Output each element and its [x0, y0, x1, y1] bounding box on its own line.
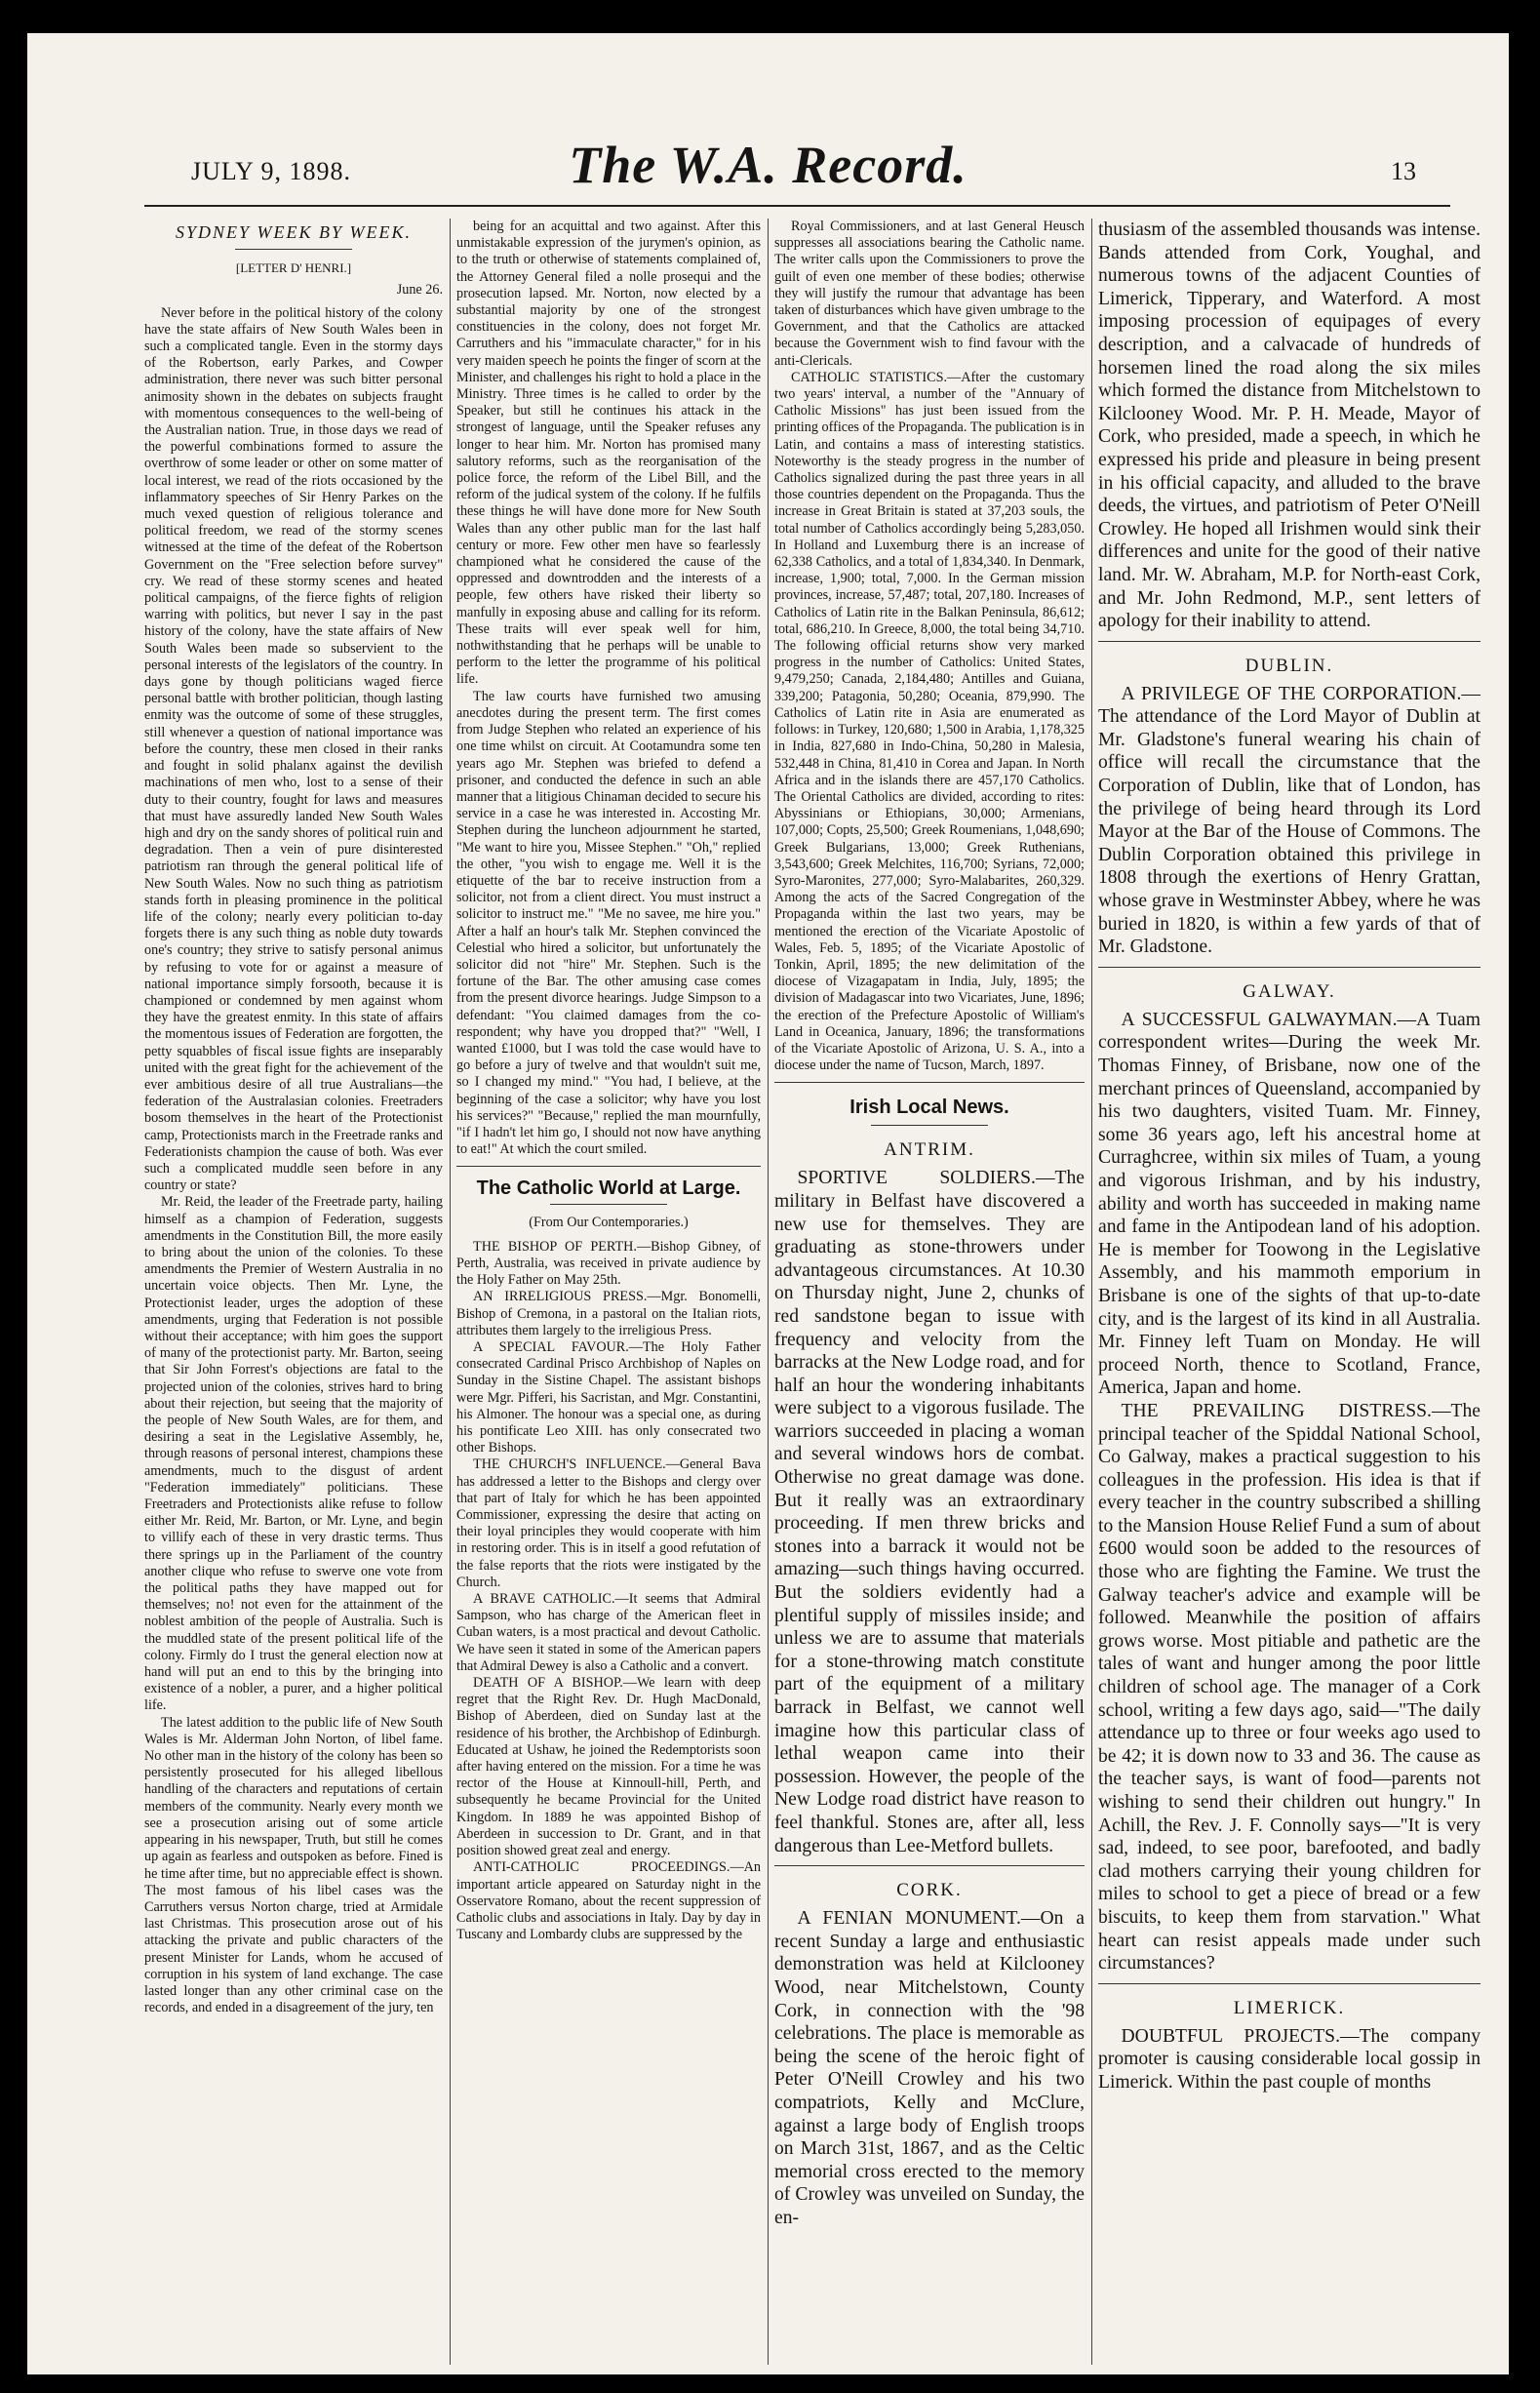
newspaper-title: The W.A. Record. — [569, 136, 967, 194]
news-item: DEATH OF A BISHOP.—We learn with deep regret that the Right Rev. Dr. Hugh MacDonald, Bishop of Aberdeen, died on Sunday last at the residence of his brother, the Archbishop of Edinburgh. Educated at Ushaw, he joined the Redemptorists soon after having entered on the mission. For a time he was rector of the House at Kinnoull-hill, Perth, and subsequently he became Provincial for the United Kingdom. In 1889 he was appointed Bishop of Aberdeen in succession to Dr. Grant, and in that position showed great zeal and energy. — [456, 1675, 761, 1859]
section-rule — [774, 1865, 1085, 1866]
newspaper-page — [27, 33, 1509, 2374]
news-item: A SPECIAL FAVOUR.—The Holy Father consecrated Cardinal Prisco Archbishop of Naples on Sunday in the Sistine Chapel. The assistant bishops were Mgr. Pifferi, his Sacristan, and Mgr. Constantini, his Almoner. The honour was a special one, as during his pontificate Leo XIII. has only consecrated two other Bishops. — [456, 1339, 761, 1456]
column-2 — [456, 219, 761, 1943]
ornament-rule — [871, 1125, 988, 1126]
county-heading-cork: CORK. — [896, 1880, 963, 1901]
county-heading-antrim: ANTRIM. — [884, 1139, 975, 1161]
article-paragraph: Mr. Reid, the leader of the Freetrade party, hailing himself as a champion of Federation, suggests amendments in the Constitution Bill, the more easily to bring about the union of the colonies. To these amendments the Premier of Western Australia in no uncertain voice objects. Then Mr. Lyne, the Protectionist leader, urges the adoption of these amendments, urging that Federation is not possible without their acceptance; with him goes the support of many of the protectionist party. Mr. Barton, seeing that Sir John Forrest's objections are fatal to the projected union of the colonies, strives hard to bring about their rejection, but seeing that the majority of the people of New South Wales, are for them, and desiring a seat in the Legislative Assembly, he, through reasons of personal interest, champions these amendments, much to the disgust of ardent "Federation immediately" politicians. These Freetraders and Protectionists alike refuse to follow either Mr. Reid, Mr. Barton, or Mr. Lyne, and begin to villify each of these in very drastic terms. Thus there springs up in the Parliament of the country another clique who refuse to swerve one vote from the political paths they have mapped out for themselves; no! not even for the attainment of the noblest ambition of the people of Australia. Such is the muddled state of the present political life of the colony. Firmly do I trust the general election now at hand will put an end to this by the bringing into existence of a nobler, a purer, and a higher political life. — [144, 1194, 443, 1714]
column-4 — [1098, 219, 1481, 2094]
county-heading-galway: GALWAY. — [1243, 980, 1336, 1002]
news-item: THE BISHOP OF PERTH.—Bishop Gibney, of Perth, Australia, was received in private audience by the Holy Father on May 25th. — [456, 1238, 761, 1289]
article-paragraph: The law courts have furnished two amusing anecdotes during the present term. The first comes from Judge Stephen who related an experience of his one time whilst on circuit. At Cootamundra some ten years ago Mr. Stephen was briefed to defend a prisoner, and conducted the defence in such an able manner that a litigious Chinaman decided to secure his service in a case he was interested in. Accosting Mr. Stephen during the luncheon adjournment he started, "Me want to hire you, Missee Stephen." "Oh," replied the other, "you wish to engage me. Well it is the etiquette of the bar to receive instruction from a solicitor, not from a client direct. You must instruct a solicitor to instruct me." "Me no savee, me hire you." After a half an hour's talk Mr. Stephen convinced the Celestial who hired a solicitor, but unfortunately the solicitor did not "hire" Mr. Stephen. Such is the fortune of the Bar. The other amusing case comes from the present divorce hearings. Judge Simpson to a defendant: "You claimed damages from the co-respondent; why have you dropped that?" "Well, I wanted £1000, but I was told the case would have to go before a jury of twelve and that wouldn't suit me, so I changed my mind." "You had, I believe, at the beginning of the case a solicitor; why have you lost his services?" "Because," replied the man mournfully, "if I hadn't let him go, I should not now have anything to eat!" At which the court smiled. — [456, 688, 761, 1158]
section-rule — [1098, 641, 1481, 642]
section-rule — [456, 1166, 761, 1167]
article-paragraph: being for an acquittal and two against. After this unmistakable expression of the jurymen's opinion, as to the truth or otherwise of statements complained of, the Attorney General filed a nolle prosequi and the prosecution lapsed. Mr. Norton, now elected by a substantial majority by one of the strongest constituencies in the colony, does not forget Mr. Carruthers and his "immaculate character," for in his very maiden speech he points the finger of scorn at the Minister, and challenges his right to hold a place in the Ministry. Three times is he called to order by the Speaker, but still he continues his attack in the strongest of language, until the Speaker refuses any longer to hear him. Mr. Norton has promised many salutory reforms, such as the reorganisation of the police force, the reform of the Libel Bill, and the reform of the judical system of the colony. If he fulfils these things he will have done more for New South Wales than any other public man for the last half century or more. Few other men have so fearlessly championed what he considered the cause of the oppressed and downtrodden and the interests of a people, few others have risked their liberty so manfully in exposing abuse and calling for its reform. These traits will ever speak well for him, nothwithstanding that he perhaps will be unable to perform to the letter the programme of his political life. — [456, 219, 761, 688]
section-rule — [1098, 967, 1481, 968]
column-divider — [450, 219, 451, 2365]
dateline: June 26. — [396, 282, 443, 299]
article-paragraph: Royal Commissioners, and at last General Heusch suppresses all associations bearing the Catholic name. The writer calls upon the Commissioners to prove the guilt of even one member of these bodies; otherwise they will justify the rumour that advantage has been taken of disturbances which have given umbrage to the Government, and that the Catholics are attacked because the Government wish to find favour with the anti-Clericals. — [774, 219, 1085, 369]
column-1 — [144, 219, 443, 2016]
article-paragraph: The latest addition to the public life of New South Wales is Mr. Alderman John Norton, of libel fame. No other man in the history of the colony has been so persistently prosecuted for his alleged libellous handling of the characters and reputations of certain members of the community. Nearly every month we see a prosecution arising out of some article appearing in his newspaper, Truth, but still he comes up again as fearless and outspoken as before. Fined is he time after time, but no appreciable effect is shown. The most famous of his libel cases was the Carruthers versus Norton charge, tried at Armidale last Christmas. This prosecution arose out of his attacking the private and public characters of the present Minister for Lands, whom he accused of corruption in his system of land exchange. The case lasted longer than any other criminal case on the records, and ended in a disagreement of the jury, ten — [144, 1714, 443, 2016]
news-item: DOUBTFUL PROJECTS.—The company promoter is causing considerable local gossip in Limerick. Within the past couple of months — [1098, 2025, 1481, 2093]
column-3 — [774, 219, 1085, 2229]
news-item: ANTI-CATHOLIC PROCEEDINGS.—An important article appeared on Saturday night in the Osservatore Romano, about the recent suppression of Catholic clubs and associations in Italy. Day by day in Tuscany and Lombardy clubs are suppressed by the — [456, 1859, 761, 1943]
masthead — [27, 33, 1509, 207]
section-heading-catholic-world: The Catholic World at Large. — [476, 1177, 741, 1200]
news-item: A SUCCESSFUL GALWAYMAN.—A Tuam correspondent writes—During the week Mr. Thomas Finney, of Brisbane, now one of the merchant princes of Queensland, accompanied by his two daughters, visited Tuam. Mr. Finney, some 36 years ago, left his ancestral home at Curraghcree, within six miles of Tuam, a young and vigorous Irishman, and by his industry, ability and worth has succeeded in making name and fame in the Antipodean land of his adoption. He is member for Toowong in the Legislative Assembly, and his mammoth emporium in Brisbane is one of the sights of that up-to-date city, and is the largest of its kind in all Australia. Mr. Finney left Tuam on Monday. He will proceed North, thence to Scotland, France, America, Japan and home. — [1098, 1009, 1481, 1399]
masthead-rule — [144, 205, 1450, 207]
news-item: SPORTIVE SOLDIERS.—The military in Belfast have discovered a new use for themselves. They are graduating as stone-throwers under advantageous circumstances. At 10.30 on Thursday night, June 2, chunks of red sandstone began to issue with frequency and velocity from the barracks at the New Lodge road, and for half an hour the wondering inhabitants were subject to a vigorous fusilade. The warriors succeeded in placing a woman and several windows hors de combat. Otherwise no great damage was done. But it really was an extraordinary proceeding. If men threw bricks and stones into a barrack it would not be amazing—such things having occurred. But the soldiers evidently had a plentiful supply of missiles inside; and unless we are to assume that materials for a stone-throwing match constitute part of the equipment of a military barrack in Belfast, we cannot well imagine how this particular class of lethal weapon came into their possession. However, the people of the New Lodge road district have reason to feel thankful. Stones are, after all, less dangerous than Lee-Metford bullets. — [774, 1168, 1085, 1856]
section-heading-irish-local-news: Irish Local News. — [849, 1097, 1009, 1119]
news-item: CATHOLIC STATISTICS.—After the customary two years' interval, a number of the "Annuary of Catholic Missions" has just been issued from the printing offices of the Propaganda. The publication is in Latin, and contains a mass of interesting statistics. Noteworthy is the steady progress in the number of Catholics signalized during the past three years in all those countries dependent on the Propaganda. Thus the increase in Great Britain is stated at 37,203 souls, the total number of Catholics accordingly being 5,283,050. In Holland and Luxemburg there is an increase of 62,338 Catholics, and a total of 1,834,340. In Denmark, increase, 1,900; total, 7,000. In the German mission provinces, increase, 57,487; total, 207,180. Increases of Catholics of Latin rite in the Balkan Peninsula, 86,612; total, 686,210. In Greece, 8,000, the total being 34,710. The following official returns show very marked progress in the number of Catholics: United States, 9,479,250; Canada, 2,184,480; Antilles and Guiana, 339,200; Patagonia, 50,280; Oceania, 879,990. The Catholics of Latin rite in Asia are enumerated as follows: in Turkey, 120,680; 1,500 in Arabia, 1,178,325 in India, 827,680 in Indo-China, 50,280 in Malesia, 532,448 in China, 81,410 in Corea and Japan. In North Africa and in the islands there are 457,170 Catholics. The Oriental Catholics are divided, according to rites: Abyssinians or Ethiopians, 30,000; Armenians, 107,000; Copts, 25,500; Greek Roumenians, 1,048,690; Greek Bulgarians, 13,000; Greek Ruthenians, 3,543,600; Greek Melchites, 116,700; Syrians, 72,000; Syro-Maronites, 277,000; Syro-Malabarites, 260,329. Among the acts of the Sacred Congregation of the Propaganda within the last two years, may be mentioned the erection of the Vicariate Apostolic of Wales, Feb. 5, 1895; of the Vicariate Apostolic of Tonkin, April, 1895; the new delimitation of the diocese of Vizagapatam in India, July, 1895; the division of Madagascar into two Vicariates, June, 1896; the erection of the Prefecture Apostolic of William's Land in Oceanica, January, 1896; the transformations of the Vicariate Apostolic of Arizona, U. S. A., into a diocese under the name of Tucson, March, 1897. — [774, 369, 1085, 1074]
county-heading-limerick: LIMERICK. — [1233, 1997, 1346, 2018]
section-rule — [1098, 1983, 1481, 1984]
section-subheading: (From Our Contemporaries.) — [529, 1214, 689, 1230]
news-item: THE CHURCH'S INFLUENCE.—General Bava has addressed a letter to the Bishops and clergy over that part of Italy for which he has been appointed Commissioner, expressing the desire that acting on their loyal principles they would cooperate with him in restoring order. This is in itself a good refutation of the false reports that the riots were instigated by the Church. — [456, 1456, 761, 1590]
news-item: A BRAVE CATHOLIC.—It seems that Admiral Sampson, who has charge of the American fleet in Cuban waters, is a most practical and devout Catholic. We have seen it stated in some of the American papers that Admiral Dewey is also a Catholic and a convert. — [456, 1591, 761, 1674]
news-item: A PRIVILEGE OF THE CORPORATION.—The attendance of the Lord Mayor of Dublin at Mr. Gladstone's funeral wearing his chain of office will recall the circumstance that the Corporation of Dublin, like that of London, has the privilege of being heard through its Lord Mayor at the Bar of the House of Commons. The Dublin Corporation obtained this privilege in 1808 through the exertions of Henry Grattan, whose grave in Westminster Abbey, where he was buried in 1820, is within a few yards of that of Mr. Gladstone. — [1098, 683, 1481, 958]
column-divider — [768, 219, 769, 2365]
news-item: A FENIAN MONUMENT.—On a recent Sunday a large and enthusiastic demonstration was held at Kilclooney Wood, near Mitchelstown, County Cork, in connection with the '98 celebrations. The place is memorable as being the scene of the heroic fight of Peter O'Neill Crowley and his two compatriots, Kelly and McClure, against a large body of English troops on March 31st, 1867, and as the Celtic memorial cross erected to the memory of Crowley was unveiled on Sunday, the en- — [774, 1908, 1085, 2228]
byline: [LETTER D' HENRI.] — [235, 260, 352, 276]
article-paragraph: Never before in the political history of the colony have the state affairs of New South Wales been in such a complicated tangle. Even in the stormy days of the Robertson, early Parkes, and Cowper administration, there never was such bitter personal animosity shown in the debates on subjects fraught with momentous consequences to the well-being of the Australian nation. True, in those days we read of the powerful combinations formed to assure the overthrow of some leader or other on some matter of local interest, we read of the riots occasioned by the inflammatory speeches of Sir Henry Parkes on the much vexed question of religious tolerance and political freedom, we read of the stormy scenes witnessed at the time of the defeat of the Robertson Government on the "Free selection before survey" cry. We read of these stormy scenes and heated political campaigns, of the fierce fights of religion warring with politics, but never I say in the past history of the colony, have the state affairs of New South Wales been made so subservient to the personal interests of the legislators of the country. In days gone by though politicians waged fierce personal battle with brother politician, though lasting enmity was the outcome of some of these struggles, still whenever a question of national importance was before the country, these men closed in their ranks and fought in solid phalanx against the devilish machinations of men who, lost to a sense of their duty to their country, fought for laws and measures that must have assuredly landed New South Wales high and dry on the sandy shores of political ruin and degradation. Then a vein of pure disinterested patriotism ran through the general political life of New South Wales. Now no such thing as patriotism stands forth in pleasing prominence in the political life of the colony; nearly every politician to-day forgets there is any such thing as noble duty towards one's country; they strive to satisfy personal animus by refusing to vote for or against a measure of national importance simply forsooth, because it is championed or condemned by men against whom they have the greatest enmity. In this state of affairs the momentous issues of Federation are forgotten, the petty squabbles of fiscal issue fights are inseparably united with the great fight for the achievement of the ever ambitious desire of all true Australians—the federation of the Australasian colonies. Freetraders bosom themselves in the heart of the Protectionist camp, Protectionists march in the Freetrade ranks and Federationists champion the cause of both. Was ever such a complicated muddle seen before in any country or state? — [144, 304, 443, 1194]
ornament-rule — [550, 1204, 667, 1205]
county-heading-dublin: DUBLIN. — [1244, 655, 1334, 676]
ornament-rule — [235, 249, 352, 250]
section-rule — [774, 1082, 1085, 1083]
issue-date: JULY 9, 1898. — [191, 157, 351, 185]
column-divider — [1091, 219, 1092, 2365]
news-item: AN IRRELIGIOUS PRESS.—Mgr. Bonomelli, Bishop of Cremona, in a pastoral on the Italian riots, attributes them largely to the irreligious Press. — [456, 1289, 761, 1338]
section-title-sydney: SYDNEY WEEK BY WEEK. — [175, 222, 412, 242]
article-paragraph: thusiasm of the assembled thousands was intense. Bands attended from Cork, Youghal, and numerous towns of the adjacent Counties of Limerick, Tipperary, and Waterford. A most imposing procession of equipages of every description, and a calvacade of hundreds of horsemen lined the road along the six miles which formed the distance from Mitchelstown to Kilclooney Wood. Mr. P. H. Meade, Mayor of Cork, who presided, made a speech, in which he expressed his pride and pleasure in being present in his official capacity, and alluded to the brave deeds, the virtues, and patriotism of Peter O'Neill Crowley. He hoped all Irishmen would sink their differences and unite for the good of their native land. Mr. W. Abraham, M.P. for North-east Cork, and Mr. John Redmond, M.P., sent letters of apology for their inability to attend. — [1098, 219, 1481, 632]
page-number: 13 — [1391, 157, 1416, 185]
news-item: THE PREVAILING DISTRESS.—The principal teacher of the Spiddal National School, Co Galway, makes a practical suggestion to his colleagues in the profession. His idea is that if every teacher in the country subscribed a shilling to the Mansion House Relief Fund a sum of about £600 would soon be added to the resources of those who are fighting the Famine. We trust the Galway teacher's advice and example will be followed. Meanwhile the position of affairs grows worse. Most pitiable and pathetic are the tales of want and hunger among the poor little children of school age. The manager of a Cork school, writing a few days ago, said—"The daily attendance up to three or four weeks ago used to be 42; it is down now to 33 and 36. The cause as the teacher says, is want of food—parents not wishing to send their children out hungry." In Achill, the Rev. J. F. Connolly says—"It is very sad, indeed, to see poor, barefooted, and badly clad mothers carrying their young children for miles to school to get a piece of bread or a few biscuits, to keep them from starvation." What heart can resist appeals made under such circumstances? — [1098, 1400, 1481, 1974]
